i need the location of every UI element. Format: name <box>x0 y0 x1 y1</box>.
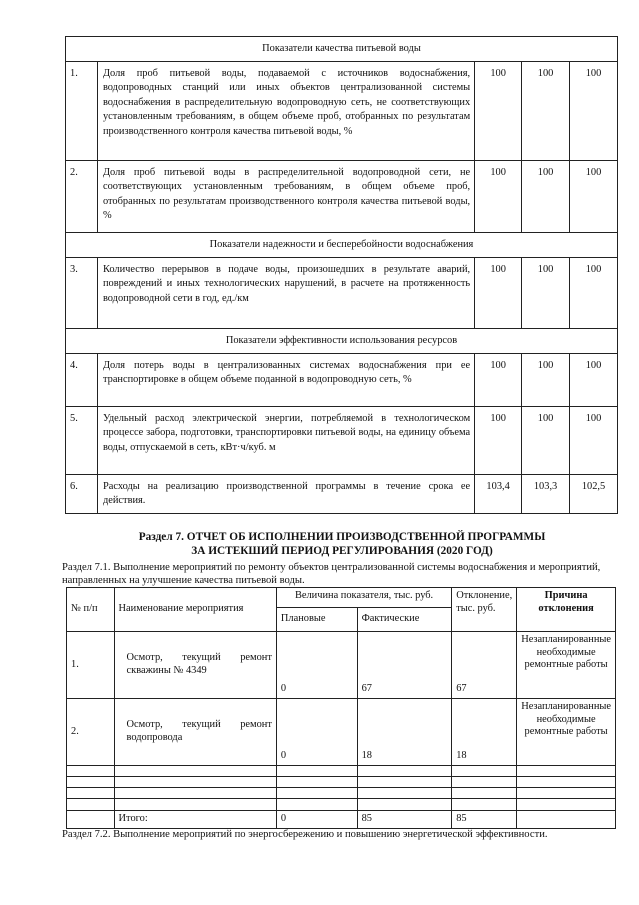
table-row <box>66 354 618 407</box>
total-actual: 85 <box>357 811 452 829</box>
table-row <box>66 62 618 161</box>
indicator-value-1: 100 <box>475 258 522 329</box>
section-header-reliability: Показатели надежности и бесперебойности водоснабжения <box>66 233 618 258</box>
deviation-reason: Незапланированные необходимые ремонтные работы <box>517 632 616 699</box>
header-value-group: Величина показателя, тыс. руб. <box>276 588 451 608</box>
total-deviation: 85 <box>452 811 517 829</box>
indicator-value-2: 100 <box>522 161 570 233</box>
table-row <box>66 161 618 233</box>
actual-value: 18 <box>357 699 452 766</box>
deviation-reason: Незапланированные необходимые ремонтные работы <box>517 699 616 766</box>
indicator-description: Доля проб питьевой воды в распределительной водопроводной сети, не соответствующих установленным требованиям, в общем объеме проб, отобранных по результатам производственного контроля качества питьевой воды, % <box>97 161 474 233</box>
empty-row <box>67 799 616 811</box>
indicator-value-3: 100 <box>570 62 618 161</box>
indicator-value-1: 103,4 <box>475 475 522 514</box>
indicator-value-3: 100 <box>570 161 618 233</box>
subsection-7-2: Раздел 7.2. Выполнение мероприятий по энергосбережению и повышению энергетической эффективности. <box>62 829 548 840</box>
row-number: 2. <box>67 699 115 766</box>
indicator-value-3: 102,5 <box>570 475 618 514</box>
row-number: 2. <box>66 161 98 233</box>
indicator-value-1: 100 <box>475 62 522 161</box>
row-number: 3. <box>66 258 98 329</box>
activity-name: Осмотр, текущий ремонт водопровода <box>114 699 276 766</box>
indicator-value-2: 100 <box>522 407 570 475</box>
indicator-value-3: 100 <box>570 407 618 475</box>
section-header-quality: Показатели качества питьевой воды <box>66 37 618 62</box>
table-row <box>66 475 618 514</box>
header-deviation: Отклонение, тыс. руб. <box>452 588 517 632</box>
indicator-description: Расходы на реализацию производственной программы в течение срока ее действия. <box>97 475 474 514</box>
indicator-description: Количество перерывов в подаче воды, произошедших в результате аварий, повреждений и иных технологических нарушений, в расчете на протяженность водопроводной сети в год, ед./км <box>97 258 474 329</box>
indicator-value-2: 100 <box>522 258 570 329</box>
indicators-table <box>65 36 618 514</box>
activity-name: Осмотр, текущий ремонт скважины № 4349 <box>114 632 276 699</box>
indicator-value-2: 100 <box>522 354 570 407</box>
planned-value: 0 <box>276 699 357 766</box>
indicator-value-1: 100 <box>475 407 522 475</box>
header-name: Наименование мероприятия <box>114 588 276 632</box>
deviation-value: 67 <box>452 632 517 699</box>
actual-value: 67 <box>357 632 452 699</box>
indicator-value-2: 103,3 <box>522 475 570 514</box>
row-number: 1. <box>66 62 98 161</box>
indicator-description: Доля проб питьевой воды, подаваемой с источников водоснабжения, водопроводных станций или иных объектов централизованной системы водоснабжения в распределительную водопроводную сеть, не соответствующих установленным требованиям, в общем объеме проб, отобранных по результатам производственного контроля качества питьевой воды, % <box>97 62 474 161</box>
total-row <box>67 811 616 829</box>
subsection-7-1: Раздел 7.1. Выполнение мероприятий по ремонту объектов централизованной системы водоснабжения и мероприятий, направленных на улучшение качества питьевой воды. <box>62 562 601 586</box>
total-planned: 0 <box>276 811 357 829</box>
empty-row <box>67 788 616 799</box>
indicator-value-3: 100 <box>570 354 618 407</box>
table-row <box>67 699 616 766</box>
indicator-value-1: 100 <box>475 161 522 233</box>
planned-value: 0 <box>276 632 357 699</box>
indicator-value-3: 100 <box>570 258 618 329</box>
row-number: 5. <box>66 407 98 475</box>
indicator-description: Удельный расход электрической энергии, потребляемой в технологическом процессе забора, подготовки, транспортировки питьевой воды, на единицу объема воды, отпускаемой в сеть, кВт·ч/куб. м <box>97 407 474 475</box>
activities-table <box>66 587 616 829</box>
table-row <box>66 258 618 329</box>
empty-row <box>67 766 616 777</box>
empty-row <box>67 777 616 788</box>
table-row <box>67 632 616 699</box>
row-number: 1. <box>67 632 115 699</box>
table-row <box>66 407 618 475</box>
header-num: № п/п <box>67 588 115 632</box>
header-planned: Плановые <box>276 608 357 632</box>
indicator-value-1: 100 <box>475 354 522 407</box>
row-number: 6. <box>66 475 98 514</box>
indicator-description: Доля потерь воды в централизованных системах водоснабжения при ее транспортировке в общем объеме поданной в водопроводную сеть, % <box>97 354 474 407</box>
section-7-title-line-1: Раздел 7. ОТЧЕТ ОБ ИСПОЛНЕНИИ ПРОИЗВОДСТВЕННОЙ ПРОГРАММЫ <box>138 531 546 543</box>
indicator-value-2: 100 <box>522 62 570 161</box>
deviation-value: 18 <box>452 699 517 766</box>
section-7-title <box>62 530 622 558</box>
section-7-title-line-2: ЗА ИСТЕКШИЙ ПЕРИОД РЕГУЛИРОВАНИЯ (2020 ГОД) <box>191 545 493 557</box>
header-reason: Причина отклонения <box>517 588 616 632</box>
total-label: Итого: <box>114 811 276 829</box>
section-header-efficiency: Показатели эффективности использования ресурсов <box>66 329 618 354</box>
row-number: 4. <box>66 354 98 407</box>
header-actual: Фактические <box>357 608 452 632</box>
